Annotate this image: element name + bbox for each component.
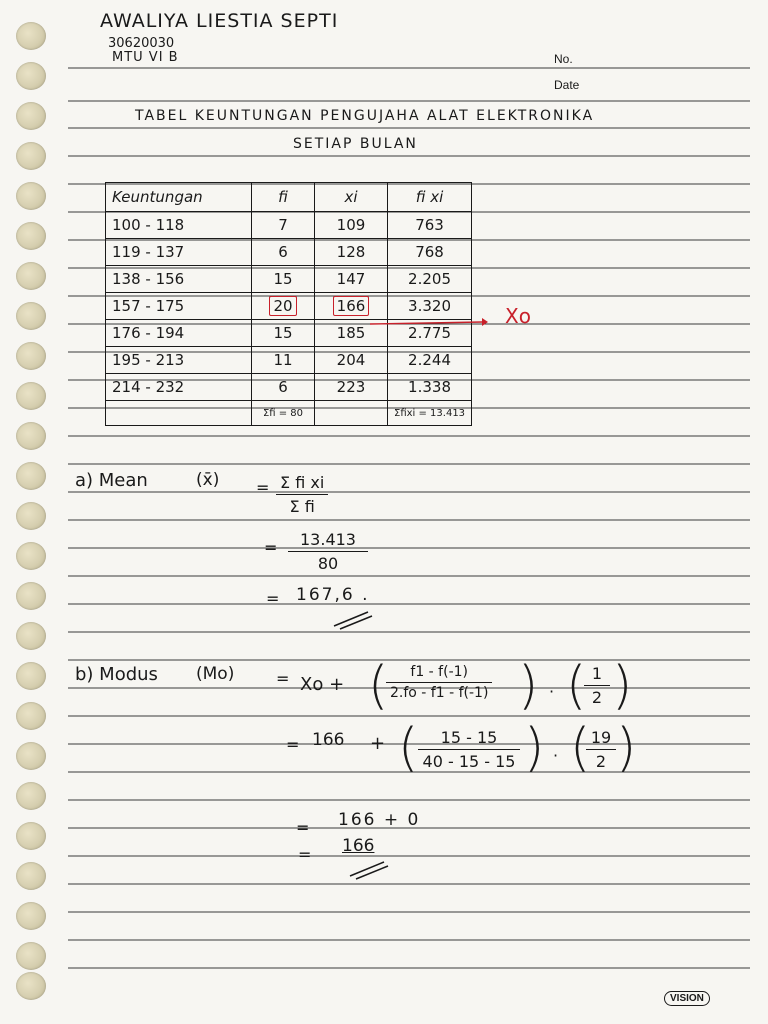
equals-sign: = bbox=[296, 818, 310, 837]
table-row bbox=[106, 374, 472, 401]
sum-fixi: Σfixi = 13.413 bbox=[388, 401, 472, 426]
binder-hole bbox=[16, 742, 46, 770]
column-header: xi bbox=[315, 183, 388, 212]
table-row bbox=[106, 212, 472, 239]
fraction-denominator: 2.fo - f1 - f(-1) bbox=[386, 682, 492, 701]
frequency-table bbox=[105, 182, 472, 426]
modus-sub-fraction bbox=[418, 728, 520, 771]
table-row bbox=[106, 239, 472, 266]
table-cell: 768 bbox=[388, 239, 472, 266]
column-header: fi xi bbox=[388, 183, 472, 212]
binder-hole bbox=[16, 182, 46, 210]
close-paren: ) bbox=[518, 656, 539, 716]
equals-sign: = bbox=[286, 735, 300, 754]
table-cell: 2.775 bbox=[388, 320, 472, 347]
table-title: TABEL KEUNTUNGAN PENGUJAHA ALAT ELEKTRONIKA bbox=[135, 108, 595, 124]
binder-hole bbox=[16, 942, 46, 970]
table-subtitle: SETIAP BULAN bbox=[293, 136, 418, 152]
table-cell: 109 bbox=[315, 212, 388, 239]
equals-sign: = bbox=[256, 478, 270, 497]
binder-hole bbox=[16, 22, 46, 50]
binder-hole bbox=[16, 662, 46, 690]
multiply-dot: · bbox=[549, 682, 555, 701]
fraction-numerator: 1 bbox=[591, 664, 603, 683]
no-label: No. bbox=[554, 52, 573, 66]
fraction-denominator: 2 bbox=[584, 685, 610, 707]
table-cell bbox=[252, 293, 315, 320]
binder-hole bbox=[16, 222, 46, 250]
table-cell: 185 bbox=[315, 320, 388, 347]
date-label: Date bbox=[554, 78, 580, 92]
equals-sign: = bbox=[276, 669, 290, 688]
table-cell: 176 - 194 bbox=[106, 320, 252, 347]
table-cell: 11 bbox=[252, 347, 315, 374]
table-cell: 214 - 232 bbox=[106, 374, 252, 401]
table-cell: 763 bbox=[388, 212, 472, 239]
sum-fi: Σfi = 80 bbox=[252, 401, 315, 426]
table-cell: 204 bbox=[315, 347, 388, 374]
binder-hole bbox=[16, 502, 46, 530]
fraction-numerator: 19 bbox=[590, 728, 612, 747]
double-underline-icon bbox=[346, 858, 390, 880]
binder-hole bbox=[16, 62, 46, 90]
table-row bbox=[106, 347, 472, 374]
modus-result: 166 bbox=[342, 836, 375, 856]
binder-hole bbox=[16, 462, 46, 490]
equals-sign: = bbox=[298, 845, 312, 864]
open-paren: ( bbox=[570, 718, 591, 778]
open-paren: ( bbox=[368, 656, 389, 716]
table-cell: 119 - 137 bbox=[106, 239, 252, 266]
binder-holes bbox=[16, 22, 50, 1002]
binder-hole bbox=[16, 262, 46, 290]
fraction-numerator: f1 - f(-1) bbox=[410, 664, 468, 680]
table-cell: 6 bbox=[252, 239, 315, 266]
mean-formula bbox=[276, 473, 328, 516]
modus-symbol: (Mo) bbox=[196, 664, 235, 684]
modus-formula-fraction bbox=[386, 664, 492, 701]
table-cell: 1.338 bbox=[388, 374, 472, 401]
binder-hole bbox=[16, 702, 46, 730]
table-cell: 157 - 175 bbox=[106, 293, 252, 320]
modus-sub-multiplier bbox=[586, 728, 616, 771]
fraction-denominator: Σ fi bbox=[276, 494, 328, 516]
mean-step bbox=[288, 530, 368, 573]
fraction-numerator: 13.413 bbox=[300, 530, 356, 549]
modus-formula-multiplier bbox=[584, 664, 610, 707]
modus-formula-prefix: Xo + bbox=[300, 674, 345, 695]
student-class: MTU VI B bbox=[112, 50, 179, 65]
binder-hole bbox=[16, 342, 46, 370]
table-cell: 2.244 bbox=[388, 347, 472, 374]
equals-sign: = bbox=[266, 589, 280, 608]
binder-hole bbox=[16, 142, 46, 170]
modal-class-marker: Xo bbox=[505, 304, 531, 328]
binder-hole bbox=[16, 622, 46, 650]
plus-sign: + bbox=[370, 733, 386, 754]
binder-hole bbox=[16, 582, 46, 610]
close-paren: ) bbox=[612, 656, 633, 716]
open-paren: ( bbox=[566, 656, 587, 716]
binder-hole bbox=[16, 302, 46, 330]
table-cell bbox=[106, 401, 252, 426]
mean-result: 167,6 . bbox=[296, 585, 370, 605]
table-cell: 7 bbox=[252, 212, 315, 239]
mean-symbol: (x̄) bbox=[196, 470, 220, 490]
fraction-denominator: 2 bbox=[586, 749, 616, 771]
binder-hole bbox=[16, 862, 46, 890]
binder-hole bbox=[16, 422, 46, 450]
modal-frequency-box: 20 bbox=[269, 296, 296, 316]
table-cell: 195 - 213 bbox=[106, 347, 252, 374]
table-row-modal bbox=[106, 293, 472, 320]
table-cell: 128 bbox=[315, 239, 388, 266]
fraction-numerator: Σ fi xi bbox=[280, 473, 325, 492]
table-cell: 15 bbox=[252, 320, 315, 347]
table-cell: 6 bbox=[252, 374, 315, 401]
double-underline-icon bbox=[330, 608, 374, 630]
modus-label: b) Modus bbox=[75, 664, 158, 685]
student-id: 30620030 bbox=[108, 36, 175, 51]
table-cell bbox=[315, 293, 388, 320]
binder-hole bbox=[16, 782, 46, 810]
table-cell: 15 bbox=[252, 266, 315, 293]
table-cell: 147 bbox=[315, 266, 388, 293]
modus-step3: 166 + 0 bbox=[338, 810, 421, 830]
table-header-row bbox=[106, 183, 472, 212]
mean-label: a) Mean bbox=[75, 470, 148, 491]
modus-sub-prefix: 166 bbox=[312, 730, 345, 750]
close-paren: ) bbox=[616, 718, 637, 778]
table-cell: 2.205 bbox=[388, 266, 472, 293]
fraction-numerator: 15 - 15 bbox=[440, 728, 498, 747]
table-cell: 3.320 bbox=[388, 293, 472, 320]
fraction-denominator: 80 bbox=[288, 551, 368, 573]
binder-hole bbox=[16, 902, 46, 930]
table-sum-row bbox=[106, 401, 472, 426]
binder-hole bbox=[16, 822, 46, 850]
multiply-dot: · bbox=[553, 746, 559, 765]
binder-hole bbox=[16, 102, 46, 130]
table-cell: 100 - 118 bbox=[106, 212, 252, 239]
table-cell bbox=[315, 401, 388, 426]
binder-hole bbox=[16, 972, 46, 1000]
binder-hole bbox=[16, 382, 46, 410]
binder-hole bbox=[16, 542, 46, 570]
modal-midpoint-box: 166 bbox=[333, 296, 370, 316]
table-cell: 223 bbox=[315, 374, 388, 401]
red-arrow-icon bbox=[370, 318, 488, 328]
close-paren: ) bbox=[524, 718, 545, 778]
column-header: Keuntungan bbox=[106, 183, 252, 212]
equals-sign: = bbox=[264, 538, 278, 557]
open-paren: ( bbox=[398, 718, 419, 778]
column-header: fi bbox=[252, 183, 315, 212]
brand-logo: VISION bbox=[664, 991, 710, 1006]
fraction-denominator: 40 - 15 - 15 bbox=[418, 749, 520, 771]
student-name: AWALIYA LIESTIA SEPTI bbox=[100, 10, 339, 32]
table-row bbox=[106, 266, 472, 293]
table-cell: 138 - 156 bbox=[106, 266, 252, 293]
